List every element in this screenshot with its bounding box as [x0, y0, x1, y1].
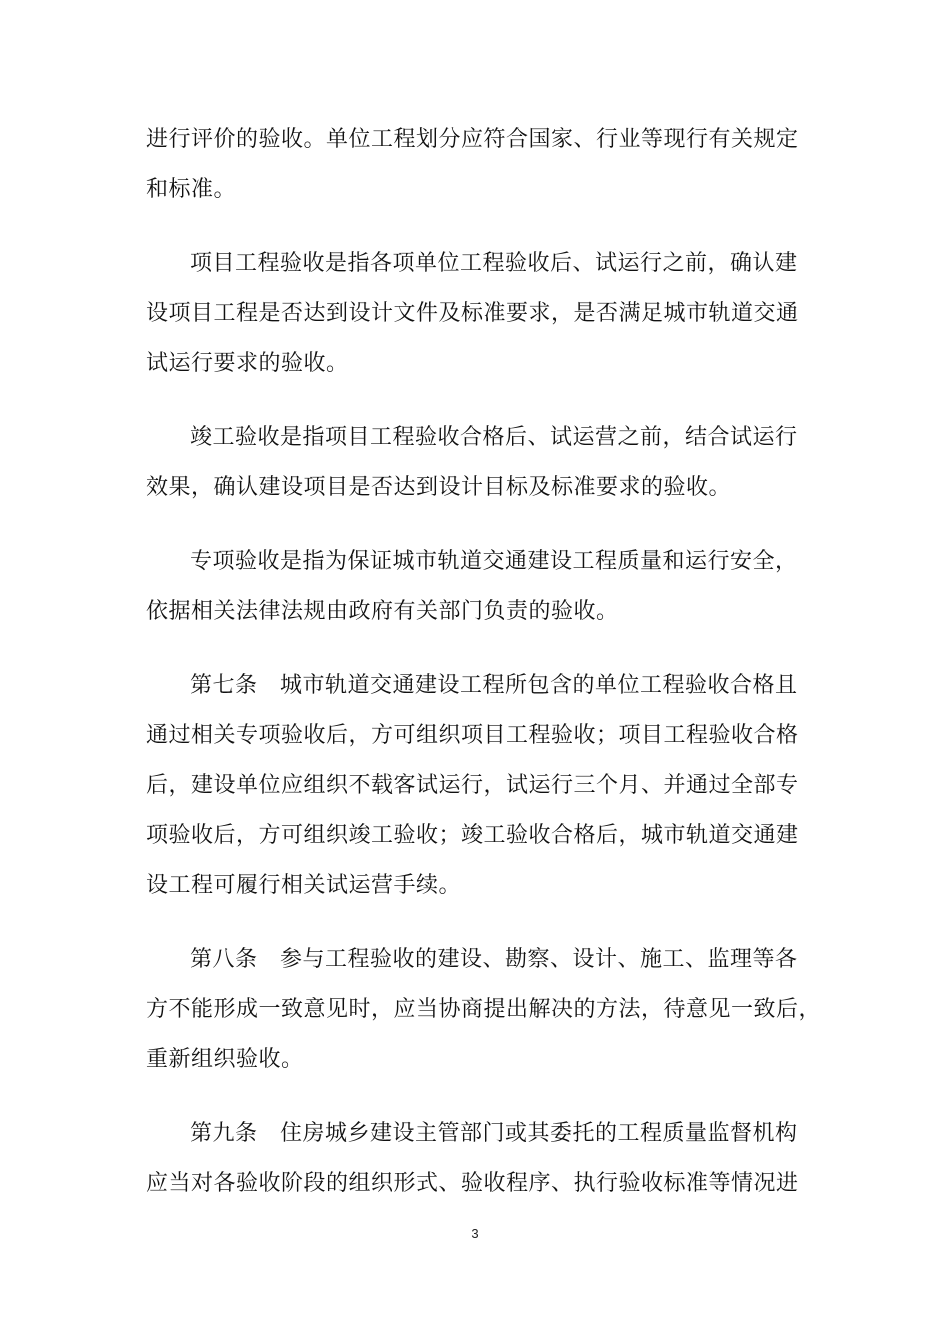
- text-line: 第八条 参与工程验收的建设、勘察、设计、施工、监理等各: [190, 947, 798, 972]
- paragraph-unit-division: [146, 115, 808, 215]
- paragraph-article-8: [146, 935, 822, 1085]
- text-line: 项目工程验收是指各项单位工程验收后、试运行之前，确认建: [190, 251, 798, 276]
- paragraph-article-7: [146, 661, 808, 911]
- paragraph-article-9: [146, 1109, 808, 1209]
- text-line: 重新组织验收。: [146, 1047, 304, 1072]
- paragraph-project-acceptance: [146, 239, 808, 389]
- text-line: 依据相关法律法规由政府有关部门负责的验收。: [146, 599, 619, 624]
- page-number: 3: [471, 1226, 479, 1241]
- text-line: 设项目工程是否达到设计文件及标准要求，是否满足城市轨道交通: [146, 301, 799, 326]
- text-line: 设工程可履行相关试运营手续。: [146, 873, 462, 898]
- text-line: 和标准。: [146, 177, 237, 202]
- document-body: [146, 115, 822, 1209]
- text-line: 应当对各验收阶段的组织形式、验收程序、执行验收标准等情况进: [146, 1171, 799, 1196]
- paragraph-special-acceptance: [146, 537, 808, 637]
- text-line: 效果，确认建设项目是否达到设计目标及标准要求的验收。: [146, 475, 732, 500]
- text-line: 方不能形成一致意见时，应当协商提出解决的方法，待意见一致后，: [146, 997, 822, 1022]
- text-line: 项验收后，方可组织竣工验收；竣工验收合格后，城市轨道交通建: [146, 823, 799, 848]
- text-line: 通过相关专项验收后，方可组织项目工程验收；项目工程验收合格: [146, 723, 799, 748]
- paragraph-completion-acceptance: [146, 413, 808, 513]
- text-line: 第七条 城市轨道交通建设工程所包含的单位工程验收合格且: [190, 673, 798, 698]
- text-line: 第九条 住房城乡建设主管部门或其委托的工程质量监督机构: [190, 1121, 798, 1146]
- text-line: 竣工验收是指项目工程验收合格后、试运营之前，结合试运行: [190, 425, 798, 450]
- text-line: 后，建设单位应组织不载客试运行，试运行三个月、并通过全部专: [146, 773, 799, 798]
- text-line: 专项验收是指为保证城市轨道交通建设工程质量和运行安全，: [190, 549, 798, 574]
- text-line: 试运行要求的验收。: [146, 351, 349, 376]
- text-line: 进行评价的验收。单位工程划分应符合国家、行业等现行有关规定: [146, 127, 799, 152]
